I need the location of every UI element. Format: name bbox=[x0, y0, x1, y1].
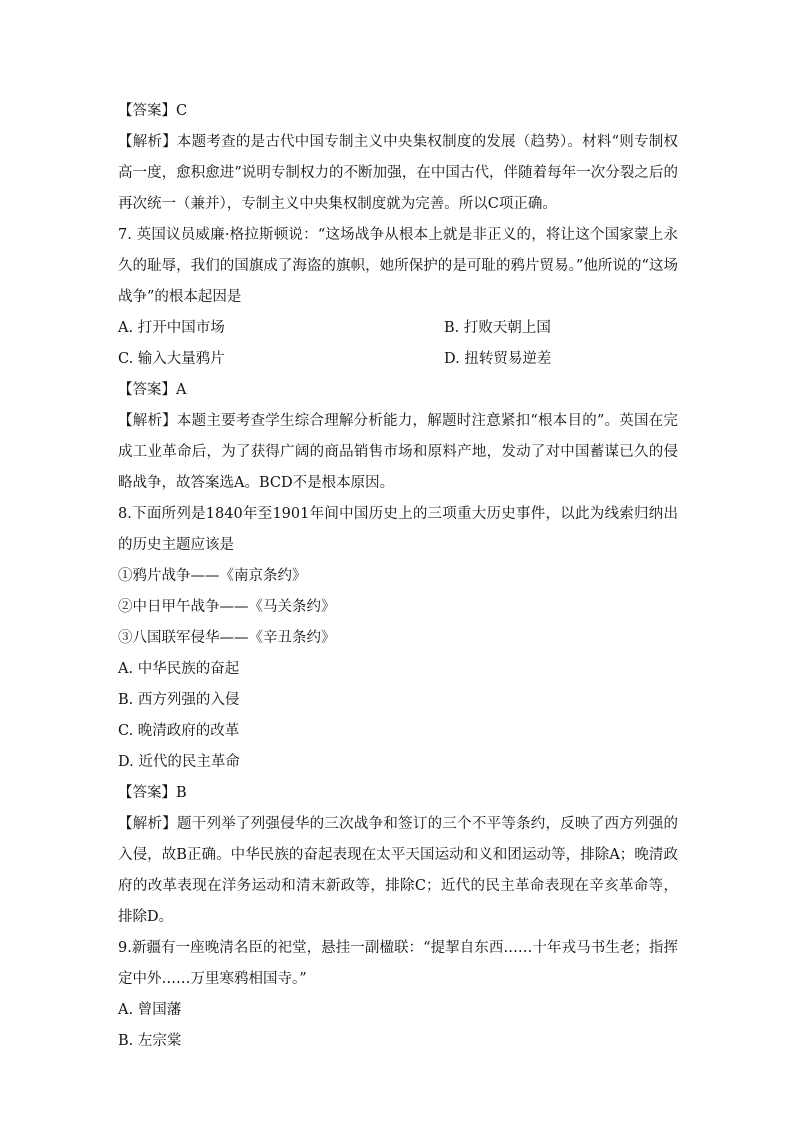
answer-label: 【答案】A bbox=[118, 382, 187, 398]
option-c: C. 输入大量鸦片 bbox=[118, 351, 225, 367]
question-8-event-3: ③八国联军侵华——《辛丑条约》 bbox=[118, 630, 336, 646]
answer-label: 【答案】B bbox=[118, 785, 187, 801]
option-a: A. 中华民族的奋起 bbox=[118, 661, 240, 677]
option-b: B. 西方列强的入侵 bbox=[118, 692, 240, 708]
option-a: A. 曾国藩 bbox=[118, 1002, 182, 1018]
question-7-options-row-1 bbox=[118, 313, 678, 344]
option-c: C. 晚清政府的改革 bbox=[118, 723, 240, 739]
analysis-paragraph: 【解析】本题考查的是古代中国专制主义中央集权制度的发展（趋势）。材料“则专制权高一度，愈积愈进”说明专制权力的不断加强，在中国古代，伴随着每年一次分裂之后的再次统一（兼并），专制主义中央集权制度就为完善。所以C项正确。 bbox=[118, 134, 678, 212]
question-7-stem: 7. 英国议员威廉·格拉斯顿说：“这场战争从根本上就是非正义的，将让这个国家蒙上永久的耻辱，我们的国旗成了海盗的旗帜，她所保护的是可耻的鸦片贸易。”他所说的“这场战争”的根本起因是 bbox=[118, 227, 678, 305]
option-d: D. 近代的民主革命 bbox=[118, 754, 240, 770]
question-7-options-row-2 bbox=[118, 344, 678, 375]
answer-label: 【答案】C bbox=[118, 103, 188, 119]
option-b: B. 左宗棠 bbox=[118, 1033, 182, 1049]
question-8-stem: 8.下面所列是1840年至1901年间中国历史上的三项重大历史事件，以此为线索归纳出的历史主题应该是 bbox=[118, 506, 678, 553]
question-8-event-1: ①鸦片战争——《南京条约》 bbox=[118, 568, 307, 584]
analysis-paragraph: 【解析】本题主要考查学生综合理解分析能力，解题时注意紧扣“根本目的”。英国在完成工业革命后，为了获得广阔的商品销售市场和原料产地，发动了对中国蓄谋已久的侵略战争，故答案选A。BCD不是根本原因。 bbox=[118, 413, 678, 491]
option-d: D. 扭转贸易逆差 bbox=[444, 351, 552, 367]
analysis-paragraph: 【解析】题干列举了列强侵华的三次战争和签订的三个不平等条约，反映了西方列强的入侵，故B正确。中华民族的奋起表现在太平天国运动和义和团运动等，排除A；晚清政府的改革表现在洋务运动和清末新政等，排除C；近代的民主革命表现在辛亥革命等，排除D。 bbox=[118, 816, 678, 925]
question-9-stem: 9.新疆有一座晚清名臣的祀堂，悬挂一副楹联：“提挈自东西……十年戎马书生老；指挥定中外……万里寒鸦相国寺。” bbox=[118, 940, 678, 987]
question-8-event-2: ②中日甲午战争——《马关条约》 bbox=[118, 599, 336, 615]
option-a: A. 打开中国市场 bbox=[118, 320, 225, 336]
option-b: B. 打败天朝上国 bbox=[444, 320, 551, 336]
document-page bbox=[118, 96, 678, 1057]
